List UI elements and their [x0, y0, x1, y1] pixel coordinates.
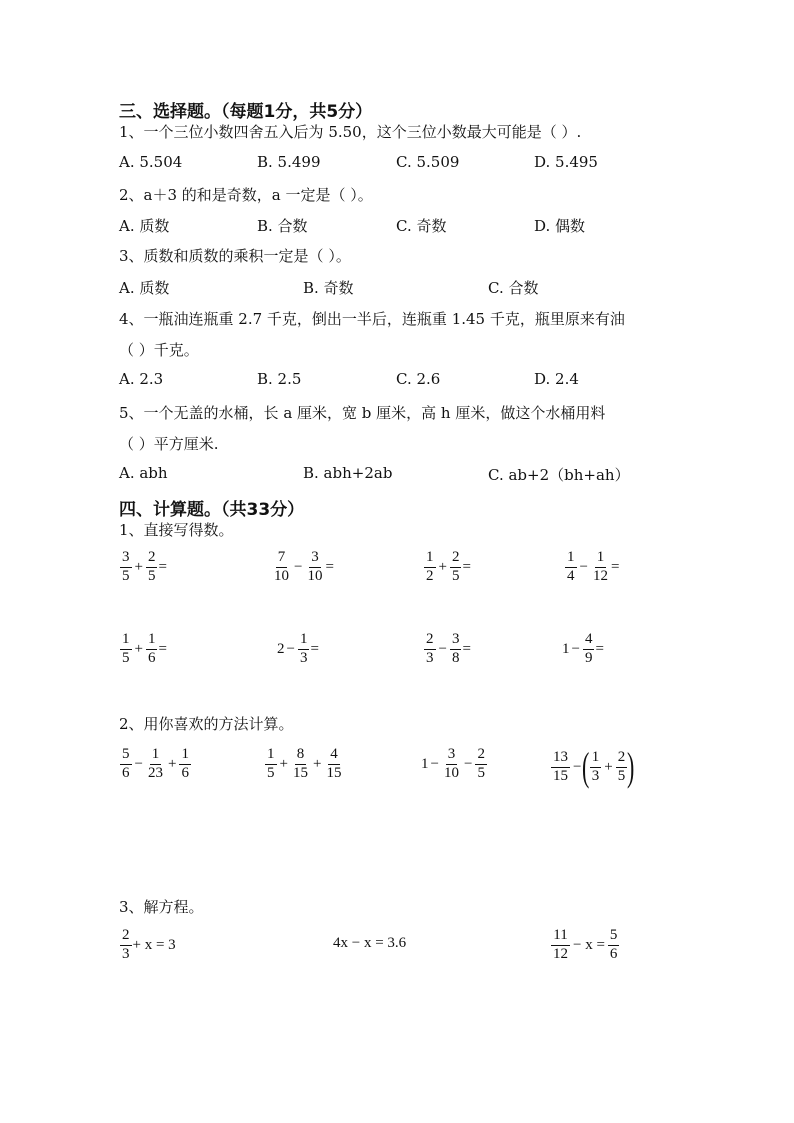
q5-stem: 5、一个无盖的水桶，长 a 厘米，宽 b 厘米，高 h 厘米，做这个水桶用料: [119, 404, 606, 422]
q3-stem: 3、质数和质数的乘积一定是（ ）。: [119, 247, 351, 265]
q1-option-a[interactable]: A. 5.504: [119, 153, 183, 171]
q1-option-c[interactable]: C. 5.509: [396, 153, 460, 171]
calc-r2-2: 2 − $\frac{1}{3}$ =: [277, 631, 319, 666]
calc-r2-1: $\frac{1}{5}$ + $\frac{1}{6}$ =: [122, 631, 167, 666]
q3-option-c[interactable]: C. 合数: [488, 279, 539, 297]
right-paren: ): [627, 744, 635, 789]
calc-r1-4: $\frac{1}{4}$ − $\frac{1}{12}$ =: [567, 549, 620, 584]
calc-r1-2: $\frac{7}{10}$ − $\frac{3}{10}$ =: [274, 549, 334, 584]
section3-title: 三、选择题。（每题1分，共5分）: [119, 102, 373, 122]
q2-option-a[interactable]: A. 质数: [119, 217, 170, 235]
q5-option-a[interactable]: A. abh: [119, 464, 168, 482]
q4-option-b[interactable]: B. 2.5: [257, 370, 302, 388]
q2-option-d[interactable]: D. 偶数: [534, 217, 586, 235]
q3-option-b[interactable]: B. 奇数: [303, 279, 354, 297]
calc-p2-4: $\frac{13}{15}$ − ( $\frac{1}{3}$ + $\frac{2}{5}$ ): [553, 744, 635, 789]
q4-stem: 4、一瓶油连瓶重 2.7 千克，倒出一半后，连瓶重 1.45 千克，瓶里原来有油: [119, 310, 625, 328]
calc-p2-2: $\frac{1}{5}$ + $\frac{8}{15}$ + $\frac{4}{15}$: [267, 746, 342, 781]
q1-stem: 1、一个三位小数四舍五入后为 5.50，这个三位小数最大可能是（ ）.: [119, 123, 582, 141]
p2-label: 2、用你喜欢的方法计算。: [119, 715, 294, 733]
q5-option-c[interactable]: C. ab+2（bh+ah）: [488, 466, 630, 484]
q5-stem-line2: （ ）平方厘米.: [119, 435, 219, 453]
left-paren: (: [582, 744, 590, 789]
calc-p2-1: $\frac{5}{6}$ − $\frac{1}{23}$ + $\frac{1}{6}$: [122, 746, 189, 781]
section4-title: 四、计算题。（共33分）: [119, 500, 305, 520]
calc-r1-1: $\frac{3}{5}$ + $\frac{2}{5}$ =: [122, 549, 167, 584]
q2-option-c[interactable]: C. 奇数: [396, 217, 447, 235]
q4-option-c[interactable]: C. 2.6: [396, 370, 441, 388]
equation-1: $\frac{2}{3}$ + x = 3: [122, 927, 176, 962]
q4-stem-line2: （ ）千克。: [119, 341, 199, 359]
q4-option-a[interactable]: A. 2.3: [119, 370, 164, 388]
equation-2: 4x − x = 3.6: [333, 935, 407, 951]
equation-3: $\frac{11}{12}$ − x = $\frac{5}{6}$: [553, 927, 618, 962]
q4-option-d[interactable]: D. 2.4: [534, 370, 579, 388]
p3-label: 3、解方程。: [119, 898, 204, 916]
calc-r1-3: $\frac{1}{2}$ + $\frac{2}{5}$ =: [426, 549, 471, 584]
calc-r2-3: $\frac{2}{3}$ − $\frac{3}{8}$ =: [426, 631, 471, 666]
q1-option-b[interactable]: B. 5.499: [257, 153, 321, 171]
q3-option-a[interactable]: A. 质数: [119, 279, 170, 297]
calc-p2-3: 1 − $\frac{3}{10}$ − $\frac{2}{5}$: [421, 746, 485, 781]
p1-label: 1、直接写得数。: [119, 521, 234, 539]
q2-stem: 2、a＋3 的和是奇数，a 一定是（ ）。: [119, 186, 373, 204]
q5-option-b[interactable]: B. abh+2ab: [303, 464, 393, 482]
q2-option-b[interactable]: B. 合数: [257, 217, 308, 235]
calc-r2-4: 1 − $\frac{4}{9}$ =: [562, 631, 604, 666]
q1-option-d[interactable]: D. 5.495: [534, 153, 598, 171]
